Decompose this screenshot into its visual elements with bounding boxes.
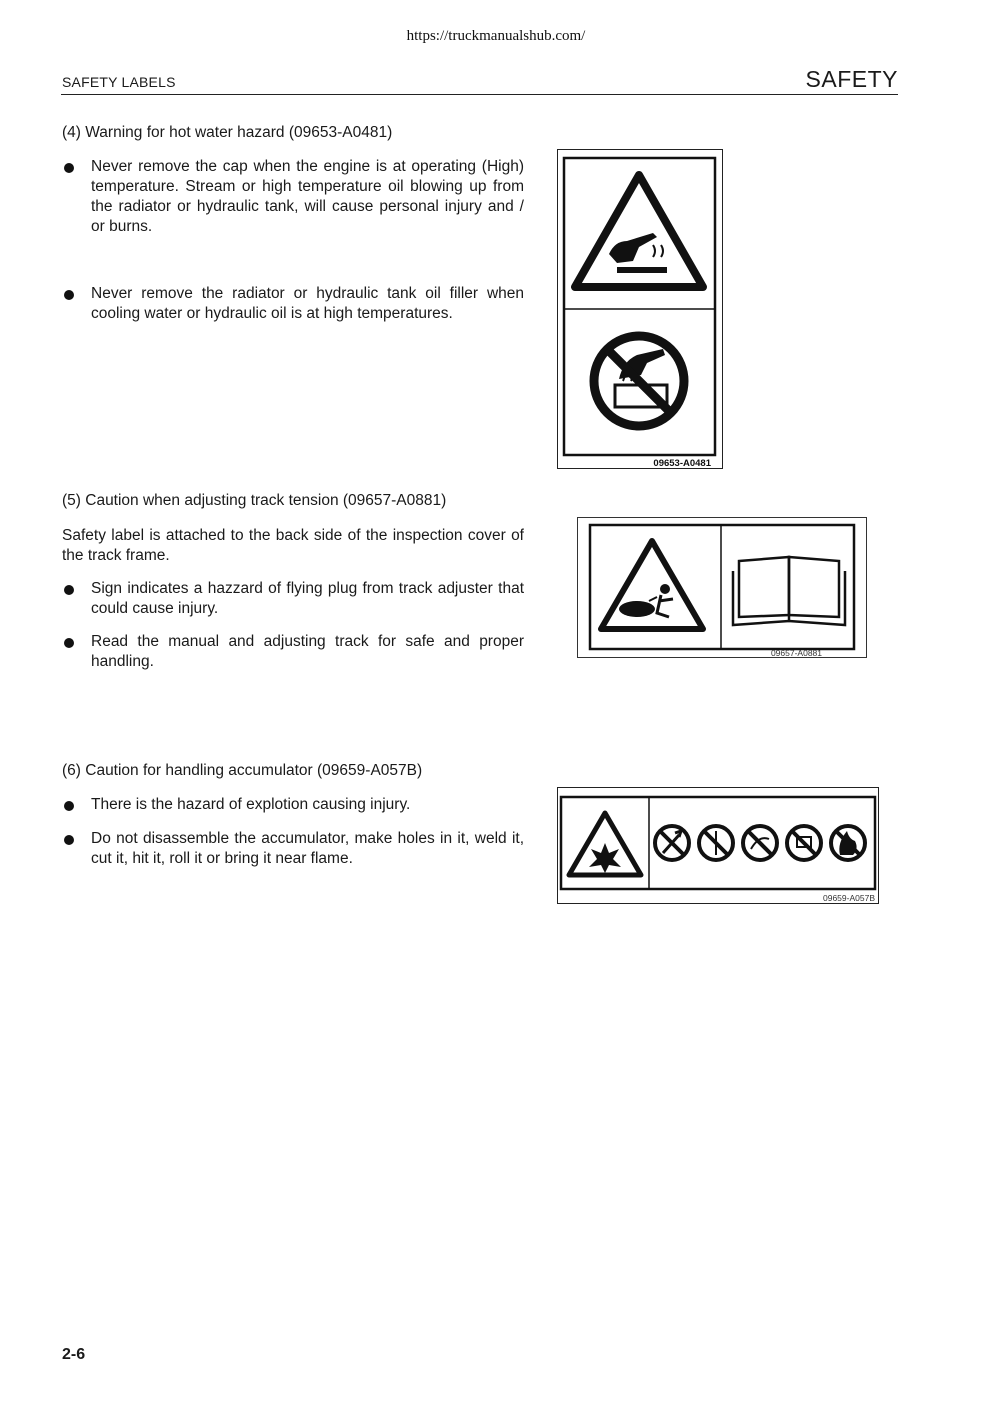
no-drilling-icon [699,826,733,860]
list-item: There is the hazard of explotion causing injury. [62,795,524,815]
header-divider [61,94,898,95]
hot-water-label-graphic [557,149,723,469]
no-open-cap-icon [594,336,684,426]
page-number: 2-6 [62,1346,86,1363]
accumulator-label-graphic [557,787,879,904]
section-heading-track-tension: (5) Caution when adjusting track tension (09657-A0881) [62,492,447,509]
accumulator-safety-label [557,787,879,904]
label-code: 09653-A0481 [653,458,711,469]
list-item: Read the manual and adjusting track for safe and proper handling. [62,632,524,672]
bullet-icon [64,585,74,595]
bullet-icon [64,163,74,173]
list-item: Do not disassemble the accumulator, make holes in it, weld it, cut it, hit it, roll it or bring it near flame. [62,829,524,869]
list-item: Never remove the radiator or hydraulic tank oil filler when cooling water or hydraulic oil is at high temperatures. [62,284,524,324]
track-tension-safety-label [577,517,867,658]
section-label: SAFETY LABELS [62,74,176,90]
label-code: 09659-A057B [823,893,875,903]
bullet-icon [64,835,74,845]
no-flame-icon [831,826,865,860]
no-disassemble-icon [655,826,689,860]
list-item: Never remove the cap when the engine is at operating (High) temperature. Stream or high temperature oil blowing up from the radiator or hydraulic tank, will cause personal injury and / or burns. [62,157,524,237]
read-manual-icon [733,557,845,625]
no-impact-icon [787,826,821,860]
bullet-icon [64,290,74,300]
section-heading-hot-water: (4) Warning for hot water hazard (09653-A0481) [62,124,393,141]
label-code: 09657-A0881 [770,648,822,658]
bullet-icon [64,638,74,648]
no-welding-icon [743,826,777,860]
hot-water-safety-label [557,149,723,469]
bullet-icon [64,801,74,811]
list-item: Sign indicates a hazzard of flying plug from track adjuster that could cause injury. [62,579,524,619]
chapter-title: SAFETY [805,66,898,92]
track-tension-label-graphic [577,517,867,658]
intro-paragraph: Safety label is attached to the back side of the inspection cover of the track frame. [62,527,524,564]
section-heading-accumulator: (6) Caution for handling accumulator (09659-A057B) [62,762,423,779]
source-url: https://truckmanualshub.com/ [406,28,586,44]
